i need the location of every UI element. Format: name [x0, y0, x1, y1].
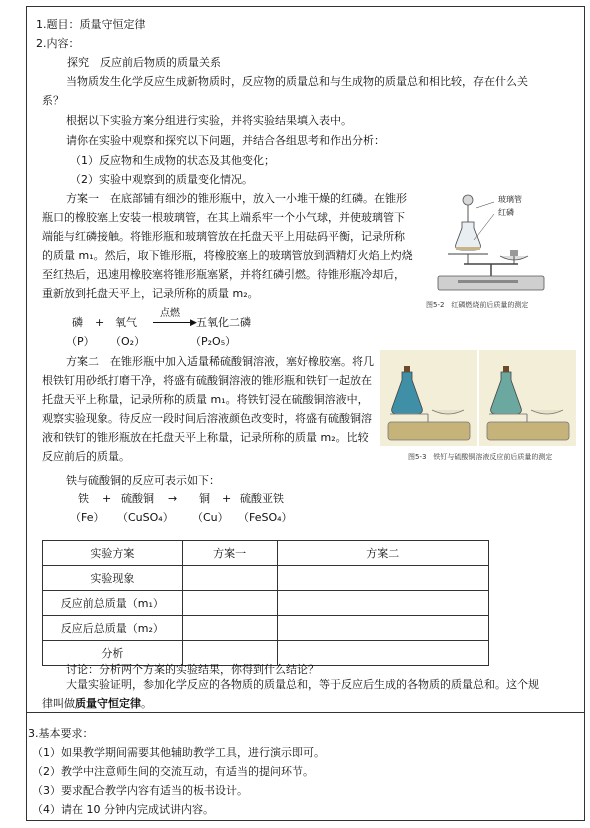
- eq2-reactant-1: 铁: [78, 492, 89, 505]
- table-cell: [277, 566, 488, 591]
- requirement-item: （3）要求配合教学内容有适当的板书设计。: [32, 784, 248, 797]
- eq2-formula-1: （Fe）: [70, 511, 105, 524]
- table-row-label: 反应后总质量（m₂）: [43, 616, 183, 641]
- table-header-cell: 实验方案: [43, 541, 183, 566]
- eq2-reactant-2: 硫酸铜: [121, 492, 154, 505]
- eq2-formula-3: （Cu）: [192, 511, 229, 524]
- eq2-product-1: 铜: [199, 492, 210, 505]
- requirement-item: （1）如果教学期间需要其他辅助教学工具，进行演示即可。: [32, 746, 325, 759]
- eq2-formula-2: （CuSO₄）: [117, 511, 174, 524]
- table-row-label: 反应前总质量（m₁）: [43, 591, 183, 616]
- eq2-arrow: →: [168, 492, 178, 505]
- eq1-reactant-1: 磷: [72, 316, 83, 329]
- label-red-phosphorus: 红磷: [498, 208, 514, 217]
- table-cell: [182, 641, 277, 666]
- table-row: [43, 616, 489, 641]
- table-row: [43, 641, 489, 666]
- conclusion-paragraph: [42, 675, 548, 713]
- results-table: [42, 540, 489, 666]
- heading-title: 1.题目：质量守恒定律: [36, 18, 146, 31]
- table-header-row: [43, 541, 489, 566]
- heading-requirements: 3.基本要求：: [28, 727, 94, 740]
- figure-2-caption: 图5-3 铁钉与硫酸铜溶液反应前后质量的测定: [408, 453, 553, 461]
- balance-flask-illustration: [418, 192, 554, 304]
- plan-1-paragraph: 方案一 在底部铺有细沙的锥形瓶中，放入一小堆干燥的红磷。在锥形瓶口的橡胶塞上安装一根玻璃管，在其上端系牢一个小气球，并使玻璃管下端能与红磷接触。将锥形瓶和玻璃管放在托盘天平上用砝码平衡，记录所称的质量 m₁。然后，取下锥形瓶，将橡胶塞上的玻璃管放到酒精灯火焰上灼烧至红热后，迅速用橡胶塞将锥形瓶塞紧，并将红磷引燃。待锥形瓶冷却后，重新放到托盘天平上，记录所称的质量 m₂。: [42, 192, 413, 300]
- table-cell: [182, 591, 277, 616]
- eq2-intro: 铁与硫酸铜的反应可表示如下：: [66, 474, 220, 487]
- eq1-formula-1: （P）: [66, 335, 95, 348]
- table-row-label: 分析: [43, 641, 183, 666]
- eq1-plus: +: [95, 316, 105, 329]
- instruction-2: 请你在实验中观察和探究以下问题，并结合各组思考和作出分析：: [66, 134, 385, 147]
- eq1-arrow-head: ▶: [190, 318, 197, 328]
- instruction-1: 根据以下实验方案分组进行实验，并将实验结果填入表中。: [66, 114, 352, 127]
- discussion-line: 讨论：分析两个方案的实验结果，你得到什么结论？: [66, 663, 319, 676]
- table-cell: [277, 591, 488, 616]
- figure-1-caption: 图5-2 红磷燃烧前后质量的测定: [426, 301, 529, 309]
- table-cell: [277, 616, 488, 641]
- point-2: （2）实验中观察到的质量变化情况。: [70, 173, 253, 186]
- explore-title: 探究 反应前后物质的质量关系: [67, 56, 221, 69]
- figure-phosphorus-balance: [418, 192, 554, 304]
- heading-content: 2.内容：: [36, 37, 80, 50]
- eq1-product: 五氧化二磷: [196, 316, 251, 329]
- eq1-reactant-2: 氧气: [115, 316, 137, 329]
- table-header-cell: 方案二: [277, 541, 488, 566]
- eq1-condition: 点燃: [160, 308, 180, 319]
- eq1-formula-2: （O₂）: [110, 335, 146, 348]
- conclusion-end: 。: [141, 697, 152, 710]
- question-paragraph: 当物质发生化学反应生成新物质时，反应物的质量总和与生成物的质量总和相比较，存在什么关系？: [42, 75, 528, 107]
- eq2-plus-2: +: [222, 492, 232, 505]
- figure-iron-copper-sulfate: [380, 350, 576, 446]
- requirement-item: （2）教学中注意师生间的交流互动，有适当的提问环节。: [32, 765, 314, 778]
- point-1: （1）反应物和生成物的状态及其他变化；: [70, 154, 275, 167]
- table-header-cell: 方案一: [182, 541, 277, 566]
- label-glass-tube: 玻璃管: [498, 195, 522, 204]
- eq2-plus-1: +: [102, 492, 112, 505]
- conclusion-text: 大量实验证明，参加化学反应的各物质的质量总和，等于反应后生成的各物质的质量总和。这个规律叫做: [42, 678, 539, 710]
- table-cell: [277, 641, 488, 666]
- table-row: [43, 566, 489, 591]
- table-cell: [182, 566, 277, 591]
- plan-2-paragraph: 方案二 在锥形瓶中加入适量稀硫酸铜溶液，塞好橡胶塞。将几根铁钉用砂纸打磨干净，将盛有硫酸铜溶液的锥形瓶和铁钉一起放在托盘天平上称量，记录所称的质量 m₁。将铁钉浸在硫酸铜溶液中，观察实验现象。待反应一段时间后溶液颜色改变时，将盛有硫酸铜溶液和铁钉的锥形瓶放在托盘天平上称量，记录所称的质量 m₂。比较反应前后的质量。: [42, 355, 374, 463]
- table-cell: [182, 616, 277, 641]
- two-balances-illustration: [380, 350, 576, 446]
- eq2-formula-4: （FeSO₄）: [238, 511, 293, 524]
- eq1-formula-3: （P₂O₅）: [190, 335, 237, 348]
- eq1-reaction-arrow: [153, 322, 191, 323]
- table-row-label: 实验现象: [43, 566, 183, 591]
- law-name: 质量守恒定律: [75, 697, 141, 710]
- eq2-product-2: 硫酸亚铁: [240, 492, 284, 505]
- requirement-item: （4）请在 10 分钟内完成试讲内容。: [32, 803, 214, 816]
- table-row: [43, 591, 489, 616]
